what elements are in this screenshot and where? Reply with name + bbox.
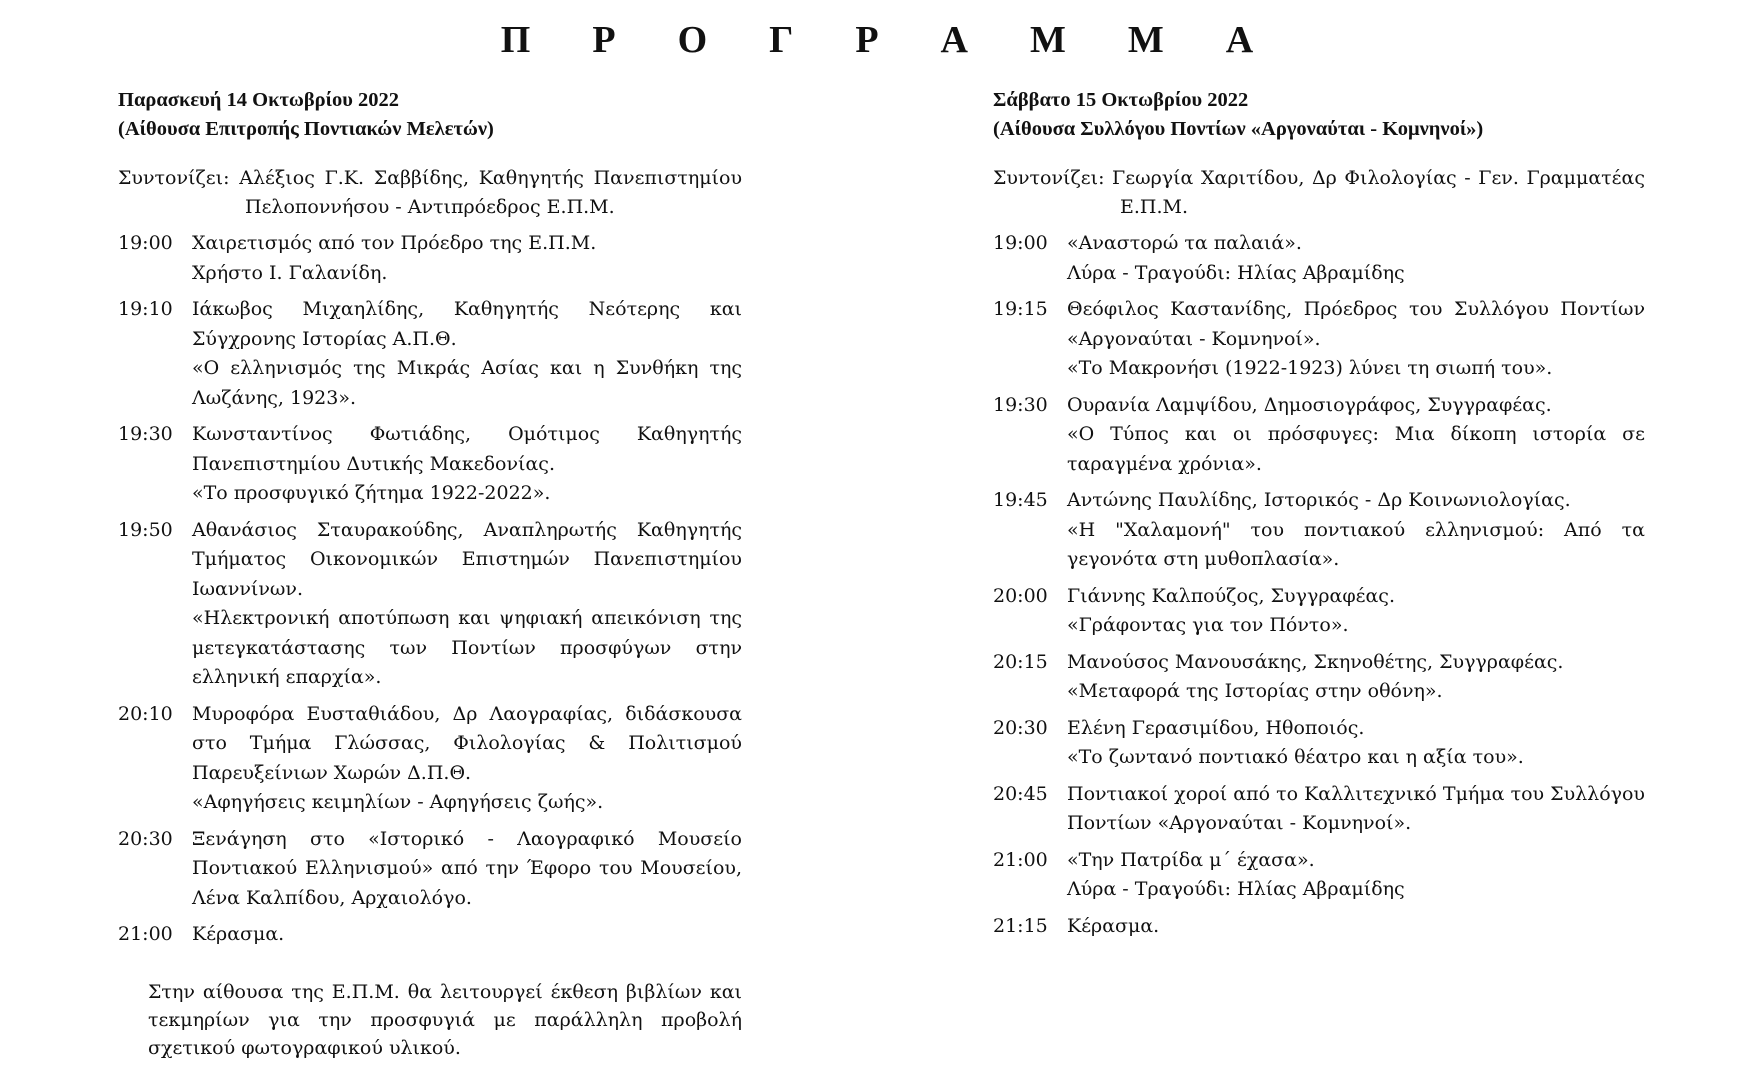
schedule-entry [118, 420, 742, 509]
entry-line: Ουρανία Λαμψίδου, Δημοσιογράφος, Συγγραφέας. [1067, 393, 1552, 416]
entry-time: 19:45 [993, 489, 1048, 511]
title-letter: Α [940, 19, 968, 61]
entry-line: «Το ζωντανό ποντιακό θέατρο και η αξία του». [1067, 746, 1524, 768]
entry-time: 19:00 [118, 232, 173, 254]
schedule-entry [118, 229, 742, 288]
entry-line: Κέρασμα. [1067, 914, 1160, 937]
entry-body [192, 700, 742, 818]
entry-time: 19:30 [993, 393, 1048, 416]
entry-time: 20:10 [118, 702, 173, 725]
entry-line: «Την Πατρίδα μ΄ έχασα». [1067, 848, 1315, 871]
entry-line: Χρήστο Ι. Γαλανίδη. [192, 261, 388, 284]
entry-line: «Ηλεκτρονική αποτύπωση και ψηφιακή απεικόνιση της μετεγκατάστασης των Ποντίων προσφύγων στην ελληνική επαρχία». [192, 607, 742, 688]
title-letter: Ρ [855, 19, 879, 61]
entry-line: «Το Μακρονήσι (1922-1923) λύνει τη σιωπή του». [1067, 357, 1553, 379]
entry-body [1067, 780, 1645, 839]
entry-body [1067, 582, 1645, 641]
entry-body [1067, 486, 1645, 575]
entry-body [192, 295, 742, 413]
entry-line: Ιάκωβος Μιχαηλίδης, Καθηγητής Νεότερης και Σύγχρονης Ιστορίας Α.Π.Θ. [192, 298, 742, 350]
saturday-venue-heading: (Αίθουσα Συλλόγου Ποντίων «Αργοναύται - Κομνηνοί») [993, 118, 1484, 140]
page-title [0, 18, 1754, 62]
entry-time: 20:00 [993, 584, 1048, 607]
exhibition-note: Στην αίθουσα της Ε.Π.Μ. θα λειτουργεί έκθεση βιβλίων και τεκμηρίων για την προσφυγιά με παράλληλη προβολή σχετικού φωτογραφικού υλικού. [148, 980, 742, 1059]
friday-coordinator: Συντονίζει: Αλέξιος Γ.Κ. Σαββίδης, Καθηγητής Πανεπιστημίου Πελοποννήσου - Αντιπρόεδρος Ε.Π.Μ. [118, 167, 742, 218]
entry-time: 20:45 [993, 782, 1048, 805]
schedule-entry [993, 846, 1645, 905]
entry-line: Κωνσταντίνος Φωτιάδης, Ομότιμος Καθηγητής Πανεπιστημίου Δυτικής Μακεδονίας. [192, 423, 742, 475]
entry-line: Λύρα - Τραγούδι: Ηλίας Αβραμίδης [1067, 878, 1405, 900]
entry-time: 20:30 [993, 716, 1048, 739]
title-letter: Ο [677, 19, 708, 61]
entry-body [1067, 846, 1645, 905]
title-letter: Π [500, 19, 531, 61]
entry-line: Θεόφιλος Καστανίδης, Πρόεδρος του Συλλόγου Ποντίων «Αργοναύται - Κομνηνοί». [1067, 298, 1645, 350]
saturday-day-heading: Σάββατο 15 Οκτωβρίου 2022 [993, 89, 1249, 111]
schedule-entry [118, 516, 742, 693]
title-letter: Μ [1030, 19, 1066, 61]
schedule-entry [993, 486, 1645, 575]
entry-time: 19:15 [993, 298, 1048, 320]
friday-venue-heading: (Αίθουσα Επιτροπής Ποντιακών Μελετών) [118, 118, 494, 140]
entry-time: 21:00 [993, 848, 1048, 871]
saturday-coordinator: Συντονίζει: Γεωργία Χαριτίδου, Δρ Φιλολογίας - Γεν. Γραμματέας Ε.Π.Μ. [993, 167, 1645, 218]
entry-body [192, 229, 742, 288]
schedule-entry [993, 780, 1645, 839]
entry-body [1067, 391, 1645, 480]
entry-line: Αντώνης Παυλίδης, Ιστορικός - Δρ Κοινωνιολογίας. [1067, 489, 1571, 511]
entry-time: 19:10 [118, 298, 173, 320]
entry-line: Γιάννης Καλπούζος, Συγγραφέας. [1067, 584, 1395, 607]
schedule-entry [993, 648, 1645, 707]
schedule-entry [993, 295, 1645, 384]
entry-time: 20:30 [118, 827, 173, 850]
schedule-entry [118, 700, 742, 818]
entry-line: Λύρα - Τραγούδι: Ηλίας Αβραμίδης [1067, 261, 1405, 284]
saturday-column [993, 86, 1645, 941]
entry-body [192, 920, 742, 950]
entry-body [1067, 912, 1645, 942]
entry-time: 19:00 [993, 232, 1048, 254]
entry-body [192, 825, 742, 914]
entry-line: «Γράφοντας για τον Πόντο». [1067, 614, 1349, 636]
title-letter: Α [1225, 19, 1254, 61]
entry-body [1067, 714, 1645, 773]
entry-body [1067, 295, 1645, 384]
entry-line: Ξενάγηση στο «Ιστορικό - Λαογραφικό Μουσείο Ποντιακού Ελληνισμού» από την Έφορο του Μουσείου, Λένα Καλπίδου, Αρχαιολόγο. [192, 827, 742, 909]
friday-schedule-list [118, 229, 742, 950]
entry-body [1067, 229, 1645, 288]
entry-line: «Το προσφυγικό ζήτημα 1922-2022». [192, 482, 551, 504]
entry-time: 21:15 [993, 914, 1048, 937]
friday-day-heading: Παρασκευή 14 Οκτωβρίου 2022 [118, 89, 400, 111]
schedule-entry [993, 582, 1645, 641]
schedule-entry [993, 714, 1645, 773]
entry-line: Χαιρετισμός από τον Πρόεδρο της Ε.Π.Μ. [192, 232, 597, 254]
entry-line: Μανούσος Μανουσάκης, Σκηνοθέτης, Συγγραφέας. [1067, 650, 1564, 673]
entry-line: Μυροφόρα Ευσταθιάδου, Δρ Λαογραφίας, διδάσκουσα στο Τμήμα Γλώσσας, Φιλολογίας & Πολιτισμού Παρευξείνιων Χωρών Δ.Π.Θ. [192, 702, 742, 784]
schedule-entry [993, 912, 1645, 942]
title-letter: Ρ [592, 19, 616, 61]
entry-line: Κέρασμα. [192, 923, 285, 945]
entry-line: Αθανάσιος Σταυρακούδης, Αναπληρωτής Καθηγητής Τμήματος Οικονομικών Επιστημών Πανεπιστημίου Ιωαννίνων. [192, 518, 742, 600]
saturday-schedule-list [993, 229, 1645, 941]
schedule-entry [118, 920, 742, 950]
entry-line: «Αφηγήσεις κειμηλίων - Αφηγήσεις ζωής». [192, 791, 604, 813]
entry-time: 19:50 [118, 518, 173, 541]
entry-line: «Η "Χαλαμονή" του ποντιακού ελληνισμού: Από τα γεγονότα στη μυθοπλασία». [1067, 518, 1645, 570]
schedule-entry [993, 391, 1645, 480]
entry-line: Ποντιακοί χοροί από το Καλλιτεχνικό Τμήμα του Συλλόγου Ποντίων «Αργοναύται - Κομνηνοί». [1067, 782, 1645, 834]
schedule-entry [118, 295, 742, 413]
title-letter: Μ [1127, 19, 1164, 61]
entry-body [192, 420, 742, 509]
entry-line: «Μεταφορά της Ιστορίας στην οθόνη». [1067, 680, 1443, 702]
entry-line: Ελένη Γερασιμίδου, Ηθοποιός. [1067, 716, 1365, 739]
entry-time: 20:15 [993, 650, 1048, 673]
entry-line: «Αναστορώ τα παλαιά». [1067, 232, 1302, 254]
entry-body [192, 516, 742, 693]
schedule-entry [118, 825, 742, 914]
title-letter: Γ [769, 19, 794, 61]
entry-body [1067, 648, 1645, 707]
entry-time: 19:30 [118, 423, 173, 445]
entry-line: «Ο Τύπος και οι πρόσφυγες: Μια δίκοπη ιστορία σε ταραγμένα χρόνια». [1067, 423, 1645, 475]
schedule-entry [993, 229, 1645, 288]
entry-time: 21:00 [118, 923, 173, 945]
friday-column [118, 86, 742, 1062]
entry-line: «Ο ελληνισμός της Μικράς Ασίας και η Συνθήκη της Λωζάνης, 1923». [192, 357, 742, 409]
